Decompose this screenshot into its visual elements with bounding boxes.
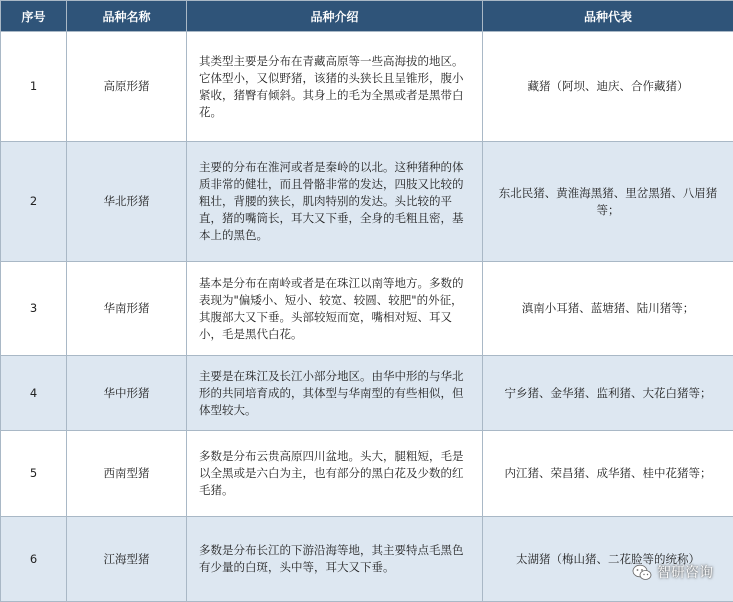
row-no: 4 xyxy=(1,356,67,431)
watermark-text: 智研咨询 xyxy=(657,562,713,582)
table-row xyxy=(1,142,733,262)
table-row xyxy=(1,262,733,356)
row-intro: 基本是分布在南岭或者是在珠江以南等地方。多数的表现为"偏矮小、短小、较宽、较圆、较肥"的外征，其腹部大又下垂。头部较短而宽，嘴相对短、耳又小，毛是黑代白花。 xyxy=(187,262,483,356)
header-no: 序号 xyxy=(1,1,67,32)
table-row xyxy=(1,431,733,517)
row-no: 1 xyxy=(1,32,67,142)
header-intro: 品种介绍 xyxy=(187,1,483,32)
row-no: 2 xyxy=(1,142,67,262)
row-name: 高原形猪 xyxy=(67,32,187,142)
row-name: 西南型猪 xyxy=(67,431,187,517)
header-name: 品种名称 xyxy=(67,1,187,32)
row-name: 华南形猪 xyxy=(67,262,187,356)
row-no: 5 xyxy=(1,431,67,517)
table-row xyxy=(1,517,733,602)
header-rep: 品种代表 xyxy=(483,1,733,32)
row-rep: 太湖猪（梅山猪、二花脸等的统称） xyxy=(483,517,733,602)
table-row xyxy=(1,32,733,142)
header-row xyxy=(1,1,733,32)
table-row xyxy=(1,356,733,431)
wechat-icon xyxy=(632,564,652,581)
row-rep: 东北民猪、黄淮海黑猪、里岔黑猪、八眉猪等； xyxy=(483,142,733,262)
row-rep: 宁乡猪、金华猪、监利猪、大花白猪等； xyxy=(483,356,733,431)
row-rep: 藏猪（阿坝、迪庆、合作藏猪） xyxy=(483,32,733,142)
watermark xyxy=(632,562,713,582)
row-intro: 主要的分布在淮河或者是秦岭的以北。这种猪种的体质非常的健壮，而且骨骼非常的发达，四肢又比较的粗壮，背腰的狭长，肌肉特别的发达。头比较的平直，猪的嘴筒长，耳大又下垂，全身的毛粗且密，基本上的黑色。 xyxy=(187,142,483,262)
row-name: 华中形猪 xyxy=(67,356,187,431)
row-no: 6 xyxy=(1,517,67,602)
row-rep: 滇南小耳猪、蓝塘猪、陆川猪等； xyxy=(483,262,733,356)
row-no: 3 xyxy=(1,262,67,356)
row-intro: 主要是在珠江及长江小部分地区。由华中形的与华北形的共同培育成的，其体型与华南型的有些相似，但体型较大。 xyxy=(187,356,483,431)
row-intro: 多数是分布云贵高原四川盆地。头大，腿粗短，毛是以全黑或是六白为主，也有部分的黑白花及少数的红毛猪。 xyxy=(187,431,483,517)
row-rep: 内江猪、荣昌猪、成华猪、桂中花猪等； xyxy=(483,431,733,517)
row-name: 华北形猪 xyxy=(67,142,187,262)
row-intro: 其类型主要是分布在青藏高原等一些高海拔的地区。它体型小，又似野猪，该猪的头狭长且呈锥形，腹小紧收，猪臀有倾斜。其身上的毛为全黑或者是黑带白花。 xyxy=(187,32,483,142)
row-name: 江海型猪 xyxy=(67,517,187,602)
row-intro: 多数是分布长江的下游沿海等地，其主要特点毛黑色有少量的白斑，头中等，耳大又下垂。 xyxy=(187,517,483,602)
